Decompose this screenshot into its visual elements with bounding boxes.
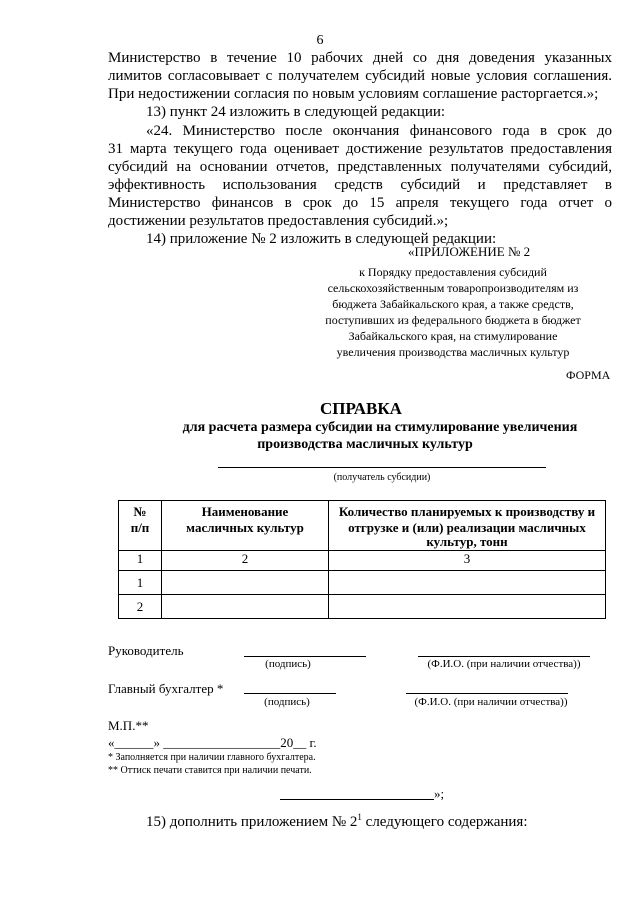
appendix-line-2: сельскохозяйственным товаропроизводителям из bbox=[327, 281, 579, 295]
appendix-line-5: Забайкальского края, на стимулирование bbox=[348, 329, 558, 343]
header-crop-name bbox=[162, 501, 329, 551]
intro-line-3: При недостижении согласия по новым условиям соглашение расторгается.»; bbox=[108, 86, 599, 102]
item-15-text: 15) дополнить приложением № 2 bbox=[146, 814, 358, 830]
para24-line-6: достижении результатов предоставления субсидий.»; bbox=[108, 213, 449, 229]
table-numbering-row bbox=[119, 551, 606, 571]
header-quantity bbox=[329, 501, 606, 551]
head-name-caption: (Ф.И.О. (при наличии отчества)) bbox=[427, 658, 581, 670]
header-quantity-line-3: культур, тонн bbox=[426, 534, 508, 549]
accountant-label: Главный бухгалтер * bbox=[108, 681, 224, 696]
para24-line-2: 31 марта текущего года оценивает достижение результатов предоставления bbox=[108, 141, 612, 157]
numbering-cell: 2 bbox=[162, 551, 329, 571]
appendix-line-3: бюджета Забайкальского края, а также средств, bbox=[332, 297, 574, 311]
quantity-cell[interactable] bbox=[329, 571, 606, 595]
item-15-text-end: следующего содержания: bbox=[361, 814, 528, 830]
recipient-line bbox=[218, 467, 546, 468]
para24-line-3: субсидий на основании отчетов, представленных получателями субсидий, bbox=[108, 159, 612, 175]
table-header-row bbox=[119, 501, 606, 551]
numbering-cell: 3 bbox=[329, 551, 606, 571]
intro-line-1: Министерство в течение 10 рабочих дней со дня доведения указанных bbox=[108, 50, 612, 66]
appendix-title: «ПРИЛОЖЕНИЕ № 2 bbox=[408, 244, 531, 259]
intro-line-2: лимитов согласовывает с получателем субсидий новые условия соглашения. bbox=[108, 68, 612, 84]
item-15-superscript: 1 bbox=[357, 812, 362, 822]
stamp-label: М.П.** bbox=[108, 718, 149, 733]
doc-subtitle-1: для расчета размера субсидии на стимулирование увеличения bbox=[182, 420, 578, 435]
header-crop-name-line-2: масличных культур bbox=[186, 520, 304, 535]
crops-table bbox=[118, 500, 606, 619]
forma-label: ФОРМА bbox=[566, 368, 611, 382]
appendix-block bbox=[318, 264, 588, 360]
table-row bbox=[119, 571, 606, 595]
para24-line-4: эффективность использования средств субсидий и представляет в bbox=[108, 177, 612, 193]
date-line[interactable]: «______» __________________20__ г. bbox=[108, 735, 317, 750]
accountant-sign-caption: (подпись) bbox=[264, 696, 310, 708]
row-number-cell: 2 bbox=[119, 595, 162, 619]
crop-name-cell[interactable] bbox=[162, 595, 329, 619]
numbering-cell: 1 bbox=[119, 551, 162, 571]
crop-name-cell[interactable] bbox=[162, 571, 329, 595]
item-13: 13) пункт 24 изложить в следующей редакции: bbox=[146, 104, 446, 120]
head-label: Руководитель bbox=[108, 643, 184, 658]
table-row bbox=[119, 595, 606, 619]
row-number-cell: 1 bbox=[119, 571, 162, 595]
item-15 bbox=[146, 808, 528, 831]
para24-line-5: Министерство финансов в срок до 15 апреля текущего года отчет о bbox=[108, 195, 612, 211]
accountant-name-line[interactable] bbox=[406, 693, 568, 694]
item-14: 14) приложение № 2 изложить в следующей редакции: bbox=[146, 231, 497, 247]
header-number-line-1: № bbox=[133, 504, 147, 519]
closing-line bbox=[280, 799, 434, 800]
quantity-cell[interactable] bbox=[329, 595, 606, 619]
appendix-line-6: увеличения производства масличных культур bbox=[336, 345, 570, 359]
page-number: 6 bbox=[316, 33, 324, 48]
accountant-name-caption: (Ф.И.О. (при наличии отчества)) bbox=[414, 696, 568, 708]
head-sign-caption: (подпись) bbox=[265, 658, 311, 670]
closing-quote: »; bbox=[434, 786, 445, 801]
footnote-2: ** Оттиск печати ставится при наличии печати. bbox=[108, 765, 312, 776]
header-crop-name-line-1: Наименование bbox=[201, 504, 289, 519]
doc-subtitle-2: производства масличных культур bbox=[257, 437, 473, 452]
para24-line-1: «24. Министерство после окончания финансового года в срок до bbox=[146, 123, 612, 139]
accountant-sign-line[interactable] bbox=[244, 693, 336, 694]
recipient-caption: (получатель субсидии) bbox=[333, 472, 431, 483]
footnote-1: * Заполняется при наличии главного бухгалтера. bbox=[108, 752, 316, 763]
header-quantity-line-2: отгрузке и (или) реализации масличных bbox=[348, 520, 586, 535]
appendix-line-1: к Порядку предоставления субсидий bbox=[359, 265, 547, 279]
header-number bbox=[119, 501, 162, 551]
header-quantity-line-1: Количество планируемых к производству и bbox=[338, 504, 596, 519]
appendix-line-4: поступивших из федерального бюджета в бюджет bbox=[325, 313, 581, 327]
doc-title: СПРАВКА bbox=[320, 399, 402, 418]
header-number-line-2: п/п bbox=[130, 520, 150, 535]
